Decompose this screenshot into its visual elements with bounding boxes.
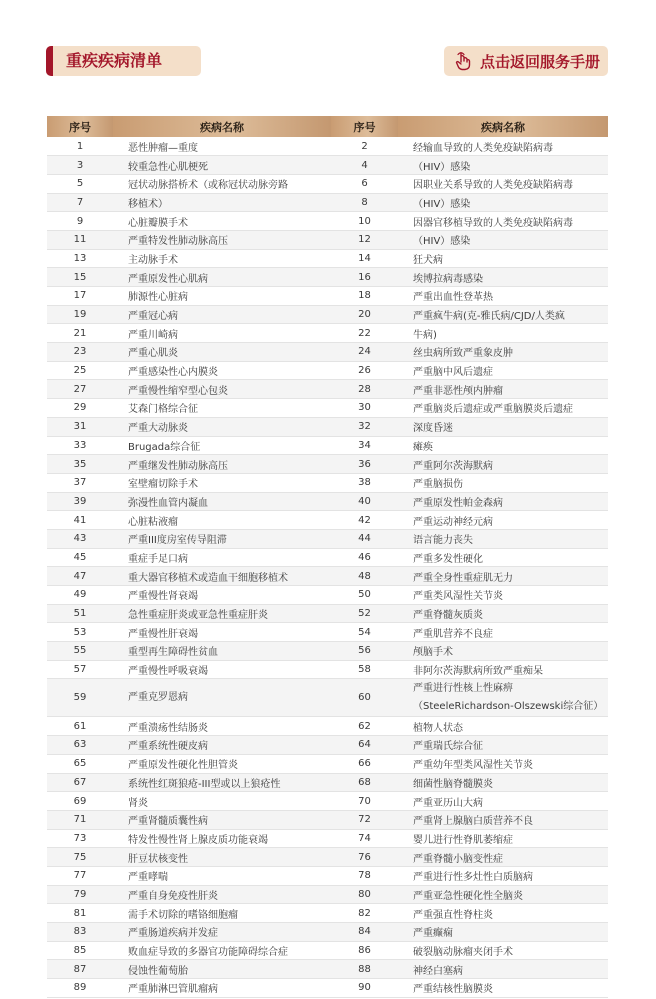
header-index-right: 序号 (331, 116, 398, 137)
table-row (47, 885, 608, 904)
row-disease-right: 严重脊髓灰质炎 (398, 604, 608, 623)
row-index-left: 37 (47, 473, 113, 492)
row-disease-left: 严重肠道疾病并发症 (113, 923, 331, 942)
row-index-right: 20 (331, 305, 398, 324)
row-index-right: 36 (331, 455, 398, 474)
row-index-left: 85 (47, 941, 113, 960)
row-index-right: 50 (331, 586, 398, 605)
row-index-right: 40 (331, 492, 398, 511)
page-title: 重疾疾病清单 (66, 51, 163, 70)
row-disease-right: 严重阿尔茨海默病 (398, 455, 608, 474)
table-row (47, 586, 608, 605)
table-header-row (47, 116, 608, 137)
row-index-left: 21 (47, 324, 113, 343)
row-disease-left: 严重克罗恩病 (113, 679, 331, 717)
header-disease-right: 疾病名称 (398, 116, 608, 137)
row-index-right: 16 (331, 268, 398, 287)
table-row (47, 941, 608, 960)
table-body (47, 137, 608, 997)
row-index-right: 80 (331, 885, 398, 904)
row-disease-right: 严重脑炎后遗症或严重脑膜炎后遗症 (398, 399, 608, 418)
row-disease-left: 严重大动脉炎 (113, 417, 331, 436)
row-index-right: 44 (331, 529, 398, 548)
row-disease-right: 细菌性脑脊髓膜炎 (398, 773, 608, 792)
table-row (47, 567, 608, 586)
row-index-right: 58 (331, 660, 398, 679)
row-index-right: 22 (331, 324, 398, 343)
row-disease-left: 严重慢性肝衰竭 (113, 623, 331, 642)
row-index-left: 47 (47, 567, 113, 586)
row-disease-left: 弥漫性血管内凝血 (113, 492, 331, 511)
row-index-right: 54 (331, 623, 398, 642)
row-disease-right: 严重幼年型类风湿性关节炎 (398, 754, 608, 773)
table-row (47, 174, 608, 193)
row-index-left: 35 (47, 455, 113, 474)
row-disease-left: 恶性肿瘤—重度 (113, 137, 331, 156)
table-row (47, 511, 608, 530)
row-index-left: 43 (47, 529, 113, 548)
header-disease-left: 疾病名称 (113, 116, 331, 137)
table-row (47, 866, 608, 885)
row-disease-left: 艾森门格综合征 (113, 399, 331, 418)
row-index-right: 72 (331, 810, 398, 829)
row-disease-right: 神经白塞病 (398, 960, 608, 979)
row-disease-right: 植物人状态 (398, 717, 608, 736)
row-disease-right: 严重结核性脑膜炎 (398, 979, 608, 998)
row-disease-right: （HIV）感染 (398, 193, 608, 212)
table-row (47, 604, 608, 623)
row-index-left: 73 (47, 829, 113, 848)
table-row (47, 529, 608, 548)
back-button-label[interactable]: 点击返回服务手册 (480, 52, 601, 71)
row-disease-left: 急性重症肝炎或亚急性重症肝炎 (113, 604, 331, 623)
row-index-right: 86 (331, 941, 398, 960)
row-index-right: 78 (331, 866, 398, 885)
row-disease-left: 肝豆状核变性 (113, 848, 331, 867)
row-index-right: 64 (331, 736, 398, 755)
row-index-left: 3 (47, 156, 113, 175)
row-index-left: 57 (47, 660, 113, 679)
table-row (47, 660, 608, 679)
row-disease-left: 严重溃疡性结肠炎 (113, 717, 331, 736)
disease-line-1: 严重进行性核上性麻痹 (413, 682, 513, 694)
row-disease-left: 肺源性心脏病 (113, 287, 331, 306)
row-index-right: 68 (331, 773, 398, 792)
row-disease-right: 瘫痪 (398, 436, 608, 455)
row-disease-right: 严重进行性多灶性白质脑病 (398, 866, 608, 885)
row-index-left: 25 (47, 361, 113, 380)
row-index-right: 38 (331, 473, 398, 492)
row-disease-left: 严重原发性硬化性胆管炎 (113, 754, 331, 773)
row-index-right: 84 (331, 923, 398, 942)
row-index-right: 74 (331, 829, 398, 848)
table-row (47, 212, 608, 231)
table-row (47, 473, 608, 492)
critical-illness-table (47, 116, 608, 998)
row-disease-left: 严重肾髓质囊性病 (113, 810, 331, 829)
table-row (47, 754, 608, 773)
row-disease-left: 严重慢性肾衰竭 (113, 586, 331, 605)
row-disease-right: 严重疯牛病(克-雅氏病/CJD/人类疯 (398, 305, 608, 324)
table-row (47, 904, 608, 923)
row-disease-left: 严重冠心病 (113, 305, 331, 324)
row-disease-left: 主动脉手术 (113, 249, 331, 268)
row-disease-right: 严重运动神经元病 (398, 511, 608, 530)
row-index-right: 18 (331, 287, 398, 306)
row-index-left: 49 (47, 586, 113, 605)
row-disease-left: 较重急性心肌梗死 (113, 156, 331, 175)
table-row (47, 324, 608, 343)
row-disease-right: 婴儿进行性脊肌萎缩症 (398, 829, 608, 848)
row-index-right: 2 (331, 137, 398, 156)
row-disease-right: 埃博拉病毒感染 (398, 268, 608, 287)
table-row (47, 230, 608, 249)
row-index-right: 26 (331, 361, 398, 380)
row-disease-right: （HIV）感染 (398, 230, 608, 249)
row-disease-right: 因器官移植导致的人类免疫缺陷病毒 (398, 212, 608, 231)
row-index-right: 82 (331, 904, 398, 923)
row-index-right: 28 (331, 380, 398, 399)
row-disease-left: 侵蚀性葡萄胎 (113, 960, 331, 979)
row-index-left: 59 (47, 679, 113, 717)
row-index-left: 71 (47, 810, 113, 829)
row-disease-right: 严重癫痫 (398, 923, 608, 942)
row-index-right: 90 (331, 979, 398, 998)
row-disease-right: 严重脑损伤 (398, 473, 608, 492)
row-disease-left: 严重川崎病 (113, 324, 331, 343)
row-disease-right: 丝虫病所致严重象皮肿 (398, 343, 608, 362)
row-index-left: 23 (47, 343, 113, 362)
row-index-left: 15 (47, 268, 113, 287)
row-disease-left: 肾炎 (113, 792, 331, 811)
row-disease-left: 严重肺淋巴管肌瘤病 (113, 979, 331, 998)
row-index-left: 77 (47, 866, 113, 885)
row-disease-left: 重大器官移植术或造血干细胞移植术 (113, 567, 331, 586)
row-disease-right: （HIV）感染 (398, 156, 608, 175)
row-disease-right: 严重非恶性颅内肿瘤 (398, 380, 608, 399)
row-disease-right: 牛病) (398, 324, 608, 343)
row-index-left: 9 (47, 212, 113, 231)
row-disease-left: 严重III度房室传导阻滞 (113, 529, 331, 548)
row-index-left: 79 (47, 885, 113, 904)
table-row (47, 548, 608, 567)
row-disease-right: 严重肌营养不良症 (398, 623, 608, 642)
row-disease-right: 严重原发性帕金森病 (398, 492, 608, 511)
row-index-left: 75 (47, 848, 113, 867)
row-index-left: 19 (47, 305, 113, 324)
row-index-right: 6 (331, 174, 398, 193)
row-disease-right: 严重肾上腺脑白质营养不良 (398, 810, 608, 829)
row-index-left: 53 (47, 623, 113, 642)
table-row (47, 810, 608, 829)
row-index-right: 12 (331, 230, 398, 249)
row-disease-left: 室壁瘤切除手术 (113, 473, 331, 492)
table-row (47, 361, 608, 380)
row-disease-right (398, 679, 608, 717)
row-index-right: 56 (331, 642, 398, 661)
row-index-left: 1 (47, 137, 113, 156)
row-index-left: 27 (47, 380, 113, 399)
table-row (47, 979, 608, 998)
row-index-left: 29 (47, 399, 113, 418)
row-index-left: 7 (47, 193, 113, 212)
row-index-right: 14 (331, 249, 398, 268)
row-disease-left: 严重慢性呼吸衰竭 (113, 660, 331, 679)
row-disease-right: 严重亚历山大病 (398, 792, 608, 811)
row-disease-left: 心脏瓣膜手术 (113, 212, 331, 231)
row-disease-left: 需手术切除的嗜铬细胞瘤 (113, 904, 331, 923)
row-index-left: 61 (47, 717, 113, 736)
row-disease-right: 严重全身性重症肌无力 (398, 567, 608, 586)
row-disease-right: 因职业关系导致的人类免疫缺陷病毒 (398, 174, 608, 193)
row-disease-left: 严重继发性肺动脉高压 (113, 455, 331, 474)
header-index-left: 序号 (47, 116, 113, 137)
hand-pointer-icon (454, 51, 472, 71)
row-disease-right: 严重强直性脊柱炎 (398, 904, 608, 923)
table-row (47, 717, 608, 736)
table-row (47, 436, 608, 455)
page-title-tab (46, 46, 201, 76)
row-index-left: 39 (47, 492, 113, 511)
row-disease-right: 严重脑中风后遗症 (398, 361, 608, 380)
row-index-right: 24 (331, 343, 398, 362)
row-index-right: 70 (331, 792, 398, 811)
row-disease-left: 严重哮喘 (113, 866, 331, 885)
row-disease-left: 严重系统性硬皮病 (113, 736, 331, 755)
table-row (47, 848, 608, 867)
table-row (47, 829, 608, 848)
row-disease-right: 严重亚急性硬化性全脑炎 (398, 885, 608, 904)
row-index-left: 33 (47, 436, 113, 455)
row-index-left: 31 (47, 417, 113, 436)
table-row (47, 736, 608, 755)
row-disease-left: 严重特发性肺动脉高压 (113, 230, 331, 249)
row-index-right: 30 (331, 399, 398, 418)
row-disease-left: 严重慢性缩窄型心包炎 (113, 380, 331, 399)
row-disease-left: Brugada综合征 (113, 436, 331, 455)
table-row (47, 287, 608, 306)
table-row (47, 923, 608, 942)
table-row (47, 455, 608, 474)
row-disease-right: 经输血导致的人类免疫缺陷病毒 (398, 137, 608, 156)
row-index-right: 60 (331, 679, 398, 717)
row-index-right: 46 (331, 548, 398, 567)
row-disease-right: 严重脊髓小脑变性症 (398, 848, 608, 867)
table-row (47, 249, 608, 268)
row-index-right: 48 (331, 567, 398, 586)
row-index-left: 41 (47, 511, 113, 530)
table-row (47, 193, 608, 212)
row-index-right: 88 (331, 960, 398, 979)
title-accent-bar (46, 46, 53, 76)
table-row (47, 642, 608, 661)
row-disease-right: 非阿尔茨海默病所致严重痴呆 (398, 660, 608, 679)
row-disease-left: 重症手足口病 (113, 548, 331, 567)
row-disease-right: 深度昏迷 (398, 417, 608, 436)
row-index-left: 63 (47, 736, 113, 755)
row-index-left: 83 (47, 923, 113, 942)
table-row (47, 380, 608, 399)
table-row (47, 623, 608, 642)
row-index-right: 32 (331, 417, 398, 436)
row-index-left: 67 (47, 773, 113, 792)
row-index-right: 42 (331, 511, 398, 530)
row-disease-right: 狂犬病 (398, 249, 608, 268)
row-disease-left: 败血症导致的多器官功能障碍综合症 (113, 941, 331, 960)
row-index-right: 62 (331, 717, 398, 736)
row-index-left: 11 (47, 230, 113, 249)
table-row (47, 137, 608, 156)
row-disease-right: 严重瑞氏综合征 (398, 736, 608, 755)
row-index-left: 87 (47, 960, 113, 979)
row-disease-right: 语言能力丧失 (398, 529, 608, 548)
row-index-right: 76 (331, 848, 398, 867)
row-disease-left: 严重自身免疫性肝炎 (113, 885, 331, 904)
row-index-right: 66 (331, 754, 398, 773)
disease-line-2: （SteeleRichardson-Olszewski综合征） (413, 700, 604, 712)
table-row (47, 156, 608, 175)
row-disease-left: 重型再生障碍性贫血 (113, 642, 331, 661)
row-disease-left: 严重原发性心肌病 (113, 268, 331, 287)
table-row (47, 492, 608, 511)
row-disease-left: 心脏粘液瘤 (113, 511, 331, 530)
row-index-right: 10 (331, 212, 398, 231)
row-disease-right: 严重类风湿性关节炎 (398, 586, 608, 605)
table-row (47, 960, 608, 979)
row-disease-right: 严重多发性硬化 (398, 548, 608, 567)
row-index-right: 8 (331, 193, 398, 212)
row-disease-left: 特发性慢性肾上腺皮质功能衰竭 (113, 829, 331, 848)
row-index-left: 55 (47, 642, 113, 661)
row-index-left: 81 (47, 904, 113, 923)
row-index-left: 5 (47, 174, 113, 193)
row-index-right: 52 (331, 604, 398, 623)
row-disease-right: 颅脑手术 (398, 642, 608, 661)
row-index-left: 17 (47, 287, 113, 306)
table-row (47, 679, 608, 717)
row-index-right: 4 (331, 156, 398, 175)
table-row (47, 268, 608, 287)
row-index-left: 89 (47, 979, 113, 998)
row-index-right: 34 (331, 436, 398, 455)
row-disease-right: 严重出血性登革热 (398, 287, 608, 306)
table-row (47, 792, 608, 811)
table-row (47, 343, 608, 362)
row-disease-left: 冠状动脉搭桥术（或称冠状动脉旁路 (113, 174, 331, 193)
row-index-left: 65 (47, 754, 113, 773)
row-disease-left: 系统性红斑狼疮-III型或以上狼疮性 (113, 773, 331, 792)
row-disease-left: 严重感染性心内膜炎 (113, 361, 331, 380)
table-row (47, 773, 608, 792)
row-index-left: 69 (47, 792, 113, 811)
row-disease-right: 破裂脑动脉瘤夹闭手术 (398, 941, 608, 960)
row-index-left: 13 (47, 249, 113, 268)
back-to-manual-button[interactable] (444, 46, 608, 76)
row-index-left: 45 (47, 548, 113, 567)
table-row (47, 305, 608, 324)
row-disease-left: 严重心肌炎 (113, 343, 331, 362)
row-disease-left: 移植术） (113, 193, 331, 212)
table-row (47, 417, 608, 436)
row-index-left: 51 (47, 604, 113, 623)
table-row (47, 399, 608, 418)
